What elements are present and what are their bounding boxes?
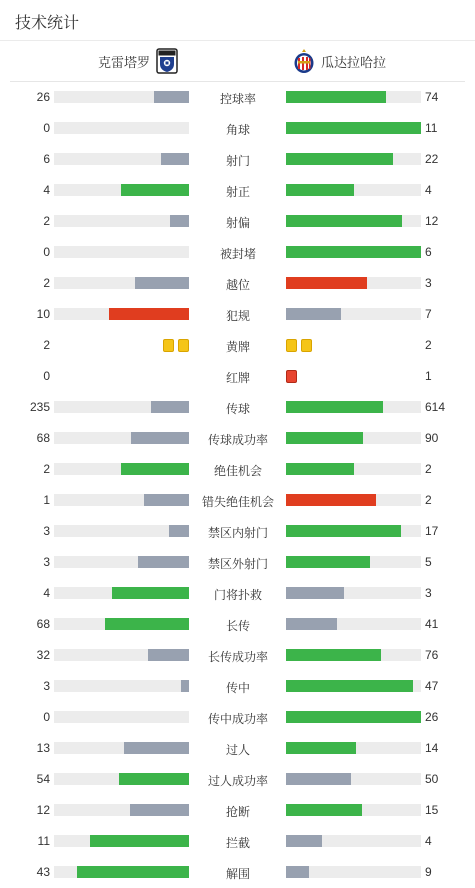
away-bar-fill <box>286 835 322 847</box>
stat-label: 传中成功率 <box>207 712 268 726</box>
stat-row <box>0 702 475 733</box>
away-bar-track <box>286 153 421 165</box>
home-bar-track <box>54 618 189 630</box>
away-value: 26 <box>425 710 439 724</box>
stat-row <box>0 144 475 175</box>
stat-row <box>0 857 475 888</box>
red-card-icon <box>286 370 297 383</box>
away-value: 11 <box>425 121 438 135</box>
stat-row <box>0 268 475 299</box>
away-bar-track <box>286 401 421 413</box>
stat-label: 错失绝佳机会 <box>201 495 274 509</box>
home-bar-fill <box>181 680 189 692</box>
home-bar-track <box>54 711 189 723</box>
away-value: 4 <box>425 183 432 197</box>
stat-label: 拦截 <box>225 836 250 850</box>
home-bar-track <box>54 556 189 568</box>
stat-label: 被封堵 <box>219 247 256 261</box>
away-value: 50 <box>425 772 439 786</box>
home-bar-fill <box>131 432 189 444</box>
stat-row <box>0 485 475 516</box>
away-bar-fill <box>286 556 370 568</box>
home-value: 12 <box>36 803 50 817</box>
away-value: 15 <box>425 803 439 817</box>
home-bar-track <box>54 215 189 227</box>
home-value: 68 <box>36 617 50 631</box>
away-team-name: 瓜达拉哈拉 <box>321 54 387 70</box>
home-bar-track <box>54 91 189 103</box>
stat-row <box>0 609 475 640</box>
away-bar-fill <box>286 308 341 320</box>
away-value: 3 <box>425 276 432 290</box>
away-value: 2 <box>425 338 432 352</box>
away-bar-fill <box>286 91 386 103</box>
home-bar-fill <box>138 556 189 568</box>
away-bar-fill <box>286 277 367 289</box>
away-bar-track <box>286 618 421 630</box>
home-bar-fill <box>119 773 189 785</box>
away-bar-fill <box>286 401 383 413</box>
home-bar-track <box>54 401 189 413</box>
stat-row <box>0 547 475 578</box>
stat-row <box>0 671 475 702</box>
home-bar-track <box>54 866 189 878</box>
home-value: 1 <box>43 493 50 507</box>
stat-label: 射偏 <box>225 216 250 230</box>
away-value: 90 <box>425 431 439 445</box>
away-bar-fill <box>286 680 413 692</box>
team-header <box>10 41 465 82</box>
stat-label: 犯规 <box>225 309 250 323</box>
stat-row <box>0 82 475 113</box>
home-bar-track <box>54 463 189 475</box>
away-bar-track <box>286 246 421 258</box>
home-value: 26 <box>36 90 50 104</box>
stat-row <box>0 299 475 330</box>
home-bar-fill <box>170 215 189 227</box>
chivas-crest-icon <box>293 48 315 74</box>
away-bar-track <box>286 804 421 816</box>
stat-label: 控球率 <box>219 92 256 106</box>
away-value: 3 <box>425 586 432 600</box>
away-bar-fill <box>286 804 362 816</box>
home-value: 32 <box>36 648 50 662</box>
stats-list <box>0 82 475 888</box>
home-value: 3 <box>43 524 50 538</box>
stats-header <box>0 0 475 41</box>
home-bar-track <box>54 804 189 816</box>
stat-label: 长传 <box>225 619 250 633</box>
home-bar-track <box>54 432 189 444</box>
stat-label: 角球 <box>225 123 250 137</box>
home-value: 4 <box>43 183 50 197</box>
home-bar-track <box>54 153 189 165</box>
stat-row <box>0 361 475 392</box>
away-bar-fill <box>286 184 354 196</box>
stat-row <box>0 175 475 206</box>
away-bar-track <box>286 649 421 661</box>
home-value: 2 <box>43 462 50 476</box>
home-bar-fill <box>135 277 189 289</box>
away-value: 17 <box>425 524 439 538</box>
stat-row <box>0 795 475 826</box>
home-value: 4 <box>43 586 50 600</box>
stat-label: 射正 <box>225 185 250 199</box>
away-bar-fill <box>286 711 421 723</box>
away-bar-track <box>286 773 421 785</box>
away-value: 74 <box>425 90 439 104</box>
away-bar-track <box>286 680 421 692</box>
home-bar-track <box>54 184 189 196</box>
away-bar-fill <box>286 742 356 754</box>
home-bar-fill <box>121 184 189 196</box>
home-bar-track <box>54 742 189 754</box>
home-value: 2 <box>43 338 50 352</box>
home-bar-fill <box>144 494 189 506</box>
home-bar-fill <box>154 91 189 103</box>
stat-label: 传中 <box>225 681 250 695</box>
home-bar-track <box>54 680 189 692</box>
stat-label: 长传成功率 <box>207 650 268 664</box>
away-bar-fill <box>286 215 402 227</box>
away-bar-fill <box>286 773 351 785</box>
stat-label: 过人成功率 <box>207 774 268 788</box>
away-bar-fill <box>286 525 401 537</box>
yellow-card-icon <box>163 339 174 352</box>
home-value: 6 <box>43 152 50 166</box>
away-bar-fill <box>286 866 309 878</box>
stat-row <box>0 733 475 764</box>
away-bar-track <box>286 556 421 568</box>
away-value: 5 <box>425 555 432 569</box>
away-bar-track <box>286 215 421 227</box>
away-bar-fill <box>286 122 421 134</box>
home-bar-track <box>54 587 189 599</box>
home-bar-fill <box>169 525 189 537</box>
away-bar-track <box>286 494 421 506</box>
away-cards <box>286 339 312 352</box>
home-bar-fill <box>77 866 189 878</box>
away-bar-track <box>286 525 421 537</box>
away-bar-fill <box>286 246 421 258</box>
home-cards <box>163 339 189 352</box>
away-bar-track <box>286 184 421 196</box>
away-value: 14 <box>425 741 439 755</box>
stat-row <box>0 516 475 547</box>
away-value: 7 <box>425 307 432 321</box>
stat-label: 传球 <box>225 402 250 416</box>
away-bar-track <box>286 711 421 723</box>
home-value: 0 <box>43 121 50 135</box>
home-bar-fill <box>105 618 189 630</box>
yellow-card-icon <box>301 339 312 352</box>
home-team[interactable] <box>98 48 178 74</box>
stat-row <box>0 764 475 795</box>
stat-label: 解围 <box>225 867 250 881</box>
away-value: 1 <box>425 369 432 383</box>
away-bar-track <box>286 866 421 878</box>
home-value: 10 <box>36 307 50 321</box>
away-value: 22 <box>425 152 439 166</box>
away-bar-track <box>286 277 421 289</box>
home-bar-track <box>54 246 189 258</box>
away-value: 47 <box>425 679 439 693</box>
away-value: 614 <box>425 400 446 414</box>
stat-label: 抢断 <box>225 805 250 819</box>
yellow-card-icon <box>178 339 189 352</box>
away-bar-fill <box>286 587 344 599</box>
home-value: 2 <box>43 214 50 228</box>
home-bar-track <box>54 494 189 506</box>
away-bar-track <box>286 835 421 847</box>
stat-row <box>0 392 475 423</box>
away-bar-track <box>286 463 421 475</box>
stat-label: 门将扑救 <box>213 588 262 602</box>
away-team[interactable] <box>293 48 386 74</box>
stat-label: 黄牌 <box>225 340 250 354</box>
away-bar-track <box>286 742 421 754</box>
home-value: 235 <box>29 400 50 414</box>
stat-row <box>0 330 475 361</box>
stat-label: 越位 <box>225 278 250 292</box>
home-value: 0 <box>43 369 50 383</box>
away-bar-track <box>286 91 421 103</box>
away-cards <box>286 370 297 383</box>
away-bar-track <box>286 308 421 320</box>
home-bar-fill <box>112 587 189 599</box>
home-value: 13 <box>36 741 50 755</box>
home-bar-track <box>54 525 189 537</box>
away-bar-fill <box>286 463 354 475</box>
home-bar-track <box>54 773 189 785</box>
away-value: 41 <box>425 617 439 631</box>
home-bar-fill <box>161 153 189 165</box>
home-value: 11 <box>37 834 50 848</box>
home-bar-fill <box>124 742 189 754</box>
home-bar-track <box>54 308 189 320</box>
stat-label: 过人 <box>225 743 250 757</box>
stat-label: 禁区内射门 <box>207 526 268 540</box>
home-value: 54 <box>36 772 50 786</box>
stat-row <box>0 640 475 671</box>
home-bar-fill <box>151 401 189 413</box>
home-bar-fill <box>90 835 189 847</box>
stat-label: 传球成功率 <box>207 433 268 447</box>
away-value: 9 <box>425 865 432 879</box>
home-team-name: 克雷塔罗 <box>97 54 150 70</box>
stat-row <box>0 454 475 485</box>
stat-row <box>0 113 475 144</box>
away-bar-track <box>286 432 421 444</box>
home-bar-track <box>54 835 189 847</box>
away-value: 12 <box>425 214 439 228</box>
home-bar-track <box>54 277 189 289</box>
away-value: 4 <box>425 834 432 848</box>
stat-label: 禁区外射门 <box>207 557 268 571</box>
home-value: 3 <box>43 555 50 569</box>
away-bar-fill <box>286 649 381 661</box>
stat-label: 绝佳机会 <box>213 464 262 478</box>
away-bar-fill <box>286 494 376 506</box>
home-value: 2 <box>43 276 50 290</box>
away-bar-fill <box>286 618 337 630</box>
home-bar-track <box>54 122 189 134</box>
away-value: 76 <box>425 648 439 662</box>
home-bar-fill <box>130 804 189 816</box>
away-bar-track <box>286 587 421 599</box>
stat-row <box>0 578 475 609</box>
home-value: 0 <box>43 710 50 724</box>
home-bar-track <box>54 649 189 661</box>
queretaro-crest-icon <box>156 48 178 74</box>
stat-row <box>0 826 475 857</box>
away-bar-fill <box>286 153 393 165</box>
away-bar-fill <box>286 432 363 444</box>
stat-row <box>0 237 475 268</box>
home-value: 68 <box>36 431 50 445</box>
away-value: 2 <box>425 493 432 507</box>
home-value: 0 <box>43 245 50 259</box>
home-value: 43 <box>36 865 50 879</box>
stat-label: 红牌 <box>225 371 250 385</box>
home-bar-fill <box>109 308 189 320</box>
home-bar-fill <box>148 649 189 661</box>
away-value: 2 <box>425 462 432 476</box>
stat-row <box>0 423 475 454</box>
page-title: 技术统计 <box>15 15 80 32</box>
stat-label: 射门 <box>225 154 250 168</box>
home-value: 3 <box>43 679 50 693</box>
away-bar-track <box>286 122 421 134</box>
yellow-card-icon <box>286 339 297 352</box>
away-value: 6 <box>425 245 432 259</box>
home-bar-fill <box>121 463 189 475</box>
stat-row <box>0 206 475 237</box>
